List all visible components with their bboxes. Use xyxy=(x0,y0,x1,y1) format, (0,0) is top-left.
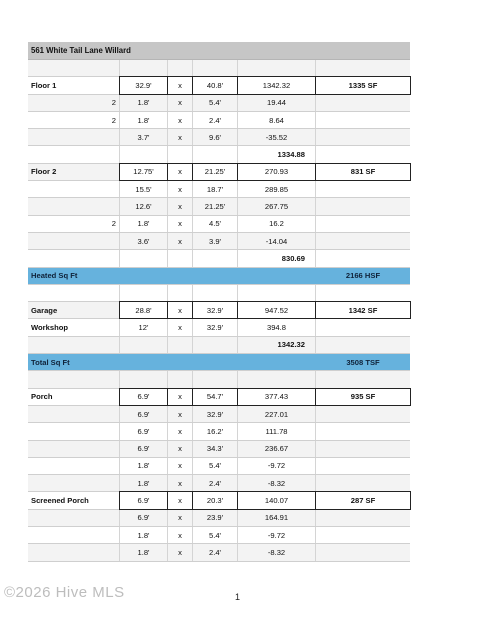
length-value: 9.6' xyxy=(193,129,238,145)
section-label xyxy=(28,389,120,405)
area-value: 19.44 xyxy=(238,95,316,111)
length-value: 5.4' xyxy=(193,527,238,543)
length-value: 32.9' xyxy=(193,319,238,335)
measurement-row xyxy=(28,458,410,475)
times-sign: x xyxy=(168,510,193,526)
total-row xyxy=(28,354,410,371)
length-value: 34.3' xyxy=(193,441,238,457)
empty-cell xyxy=(120,60,168,76)
area-value: 267.75 xyxy=(238,198,316,214)
empty-cell xyxy=(120,146,168,162)
empty-cell xyxy=(120,371,168,387)
width-value: 1.8' xyxy=(120,527,168,543)
area-value: -8.32 xyxy=(238,544,316,560)
multiplier-count: 2 xyxy=(111,98,116,108)
total-row xyxy=(28,268,410,285)
width-value: 6.9' xyxy=(120,441,168,457)
times-sign: x xyxy=(168,458,193,474)
section-sf xyxy=(316,112,410,128)
empty-cell xyxy=(28,285,120,301)
empty-cell xyxy=(168,146,193,162)
empty-cell xyxy=(168,250,193,266)
times-sign: x xyxy=(168,233,193,249)
section-label xyxy=(28,129,120,145)
section-name: Workshop xyxy=(31,323,68,333)
length-value: 32.9' xyxy=(193,406,238,422)
section-label xyxy=(28,302,120,318)
empty-cell xyxy=(120,285,168,301)
measurement-row xyxy=(28,319,410,336)
times-sign: x xyxy=(168,492,193,508)
area-value: 140.07 xyxy=(238,492,316,508)
length-value: 21.25' xyxy=(193,164,238,180)
section-label xyxy=(28,544,120,560)
empty-cell xyxy=(28,337,120,353)
measurement-row xyxy=(28,129,410,146)
times-sign: x xyxy=(168,112,193,128)
area-value: 394.8 xyxy=(238,319,316,335)
times-sign: x xyxy=(168,527,193,543)
times-sign: x xyxy=(168,164,193,180)
length-value: 54.7' xyxy=(193,389,238,405)
section-name: Screened Porch xyxy=(31,496,89,506)
measurement-row xyxy=(28,441,410,458)
length-value: 23.9' xyxy=(193,510,238,526)
area-value: -8.32 xyxy=(238,475,316,491)
width-value: 12.75' xyxy=(120,164,168,180)
section-label xyxy=(28,458,120,474)
subtotal-row xyxy=(28,337,410,354)
blank-row xyxy=(28,285,410,302)
empty-cell xyxy=(193,60,238,76)
empty-cell xyxy=(168,371,193,387)
measurement-row xyxy=(28,510,410,527)
area-value: 236.67 xyxy=(238,441,316,457)
empty-cell xyxy=(316,146,410,162)
empty-cell xyxy=(28,250,120,266)
length-value: 20.3' xyxy=(193,492,238,508)
measurement-row xyxy=(28,423,410,440)
empty-cell xyxy=(316,60,410,76)
empty-cell xyxy=(238,371,316,387)
measurement-row xyxy=(28,181,410,198)
subtotal-row xyxy=(28,146,410,163)
width-value: 1.8' xyxy=(120,216,168,232)
times-sign: x xyxy=(168,77,193,93)
measurement-row xyxy=(28,475,410,492)
measurement-row xyxy=(28,164,410,181)
empty-cell xyxy=(238,60,316,76)
section-label xyxy=(28,406,120,422)
measurement-row xyxy=(28,406,410,423)
width-value: 3.7' xyxy=(120,129,168,145)
times-sign: x xyxy=(168,319,193,335)
total-value: 2166 HSF xyxy=(345,271,381,281)
section-sf xyxy=(316,527,410,543)
section-sf xyxy=(316,441,410,457)
blank-row xyxy=(28,60,410,77)
area-value: 377.43 xyxy=(238,389,316,405)
width-value: 32.9' xyxy=(120,77,168,93)
section-sf xyxy=(316,423,410,439)
times-sign: x xyxy=(168,389,193,405)
area-value: -9.72 xyxy=(238,527,316,543)
length-value: 4.5' xyxy=(193,216,238,232)
length-value: 2.4' xyxy=(193,475,238,491)
section-label xyxy=(28,181,120,197)
empty-cell xyxy=(120,250,168,266)
subtotal-value: 1334.88 xyxy=(238,146,316,162)
times-sign: x xyxy=(168,198,193,214)
area-value: 164.91 xyxy=(238,510,316,526)
section-sf xyxy=(316,458,410,474)
section-sf: 1335 SF xyxy=(316,77,410,93)
section-label xyxy=(28,216,120,232)
width-value: 15.5' xyxy=(120,181,168,197)
times-sign: x xyxy=(168,544,193,560)
length-value: 18.7' xyxy=(193,181,238,197)
section-label xyxy=(28,77,120,93)
width-value: 28.8' xyxy=(120,302,168,318)
subtotal-value: 830.69 xyxy=(238,250,316,266)
subtotal-value: 1342.32 xyxy=(238,337,316,353)
times-sign: x xyxy=(168,423,193,439)
section-sf xyxy=(316,95,410,111)
area-value: 8.64 xyxy=(238,112,316,128)
empty-cell xyxy=(168,60,193,76)
total-value: 3508 TSF xyxy=(346,357,380,367)
measurement-row xyxy=(28,77,410,94)
area-value: 1342.32 xyxy=(238,77,316,93)
section-name: Garage xyxy=(31,305,58,315)
times-sign: x xyxy=(168,302,193,318)
multiplier-count: 2 xyxy=(111,219,116,229)
section-sf xyxy=(316,510,410,526)
empty-cell xyxy=(193,146,238,162)
section-sf xyxy=(316,129,410,145)
length-value: 2.4' xyxy=(193,112,238,128)
empty-cell xyxy=(316,337,410,353)
multiplier-count: 2 xyxy=(111,115,116,125)
width-value: 1.8' xyxy=(120,95,168,111)
times-sign: x xyxy=(168,129,193,145)
measurement-row xyxy=(28,544,410,561)
sheet-title: 561 White Tail Lane Willard xyxy=(31,46,131,55)
mls-watermark: ©2026 Hive MLS xyxy=(4,584,125,601)
times-sign: x xyxy=(168,475,193,491)
section-sf xyxy=(316,319,410,335)
section-sf: 287 SF xyxy=(316,492,410,508)
section-name: Floor 1 xyxy=(31,80,57,90)
empty-cell xyxy=(168,337,193,353)
length-value: 16.2' xyxy=(193,423,238,439)
section-sf xyxy=(316,475,410,491)
width-value: 6.9' xyxy=(120,423,168,439)
section-sf xyxy=(316,233,410,249)
page-footer xyxy=(0,582,480,612)
section-label xyxy=(28,112,120,128)
section-name: Floor 2 xyxy=(31,167,57,177)
times-sign: x xyxy=(168,181,193,197)
section-label xyxy=(28,95,120,111)
length-value: 3.9' xyxy=(193,233,238,249)
section-sf xyxy=(316,216,410,232)
blank-row xyxy=(28,371,410,388)
section-label xyxy=(28,198,120,214)
area-value: 111.78 xyxy=(238,423,316,439)
section-label xyxy=(28,492,120,508)
measurement-row xyxy=(28,302,410,319)
area-value: -35.52 xyxy=(238,129,316,145)
section-sf: 935 SF xyxy=(316,389,410,405)
length-value: 40.8' xyxy=(193,77,238,93)
section-sf xyxy=(316,181,410,197)
times-sign: x xyxy=(168,441,193,457)
width-value: 6.9' xyxy=(120,406,168,422)
length-value: 2.4' xyxy=(193,544,238,560)
section-sf xyxy=(316,198,410,214)
times-sign: x xyxy=(168,406,193,422)
width-value: 12.6' xyxy=(120,198,168,214)
section-label xyxy=(28,441,120,457)
width-value: 1.8' xyxy=(120,475,168,491)
measurement-row xyxy=(28,492,410,509)
section-label xyxy=(28,423,120,439)
section-label xyxy=(28,475,120,491)
width-value: 1.8' xyxy=(120,458,168,474)
empty-cell xyxy=(238,285,316,301)
width-value: 1.8' xyxy=(120,112,168,128)
sheet-title-row xyxy=(28,42,410,60)
section-sf: 1342 SF xyxy=(316,302,410,318)
section-label xyxy=(28,233,120,249)
empty-cell xyxy=(28,60,120,76)
measurement-row xyxy=(28,389,410,406)
total-label: Heated Sq Ft xyxy=(31,271,78,281)
width-value: 1.8' xyxy=(120,544,168,560)
area-value: 289.85 xyxy=(238,181,316,197)
length-value: 5.4' xyxy=(193,95,238,111)
empty-cell xyxy=(316,371,410,387)
times-sign: x xyxy=(168,216,193,232)
length-value: 21.25' xyxy=(193,198,238,214)
width-value: 3.6' xyxy=(120,233,168,249)
area-value: -9.72 xyxy=(238,458,316,474)
empty-cell xyxy=(193,371,238,387)
times-sign: x xyxy=(168,95,193,111)
page-number: 1 xyxy=(235,592,241,602)
section-sf xyxy=(316,406,410,422)
width-value: 6.9' xyxy=(120,492,168,508)
area-value: 227.01 xyxy=(238,406,316,422)
section-sf: 831 SF xyxy=(316,164,410,180)
measurement-row xyxy=(28,112,410,129)
section-label xyxy=(28,164,120,180)
measurement-sheet xyxy=(28,42,410,562)
area-value: -14.04 xyxy=(238,233,316,249)
area-value: 947.52 xyxy=(238,302,316,318)
width-value: 6.9' xyxy=(120,510,168,526)
measurement-row xyxy=(28,233,410,250)
measurement-row xyxy=(28,95,410,112)
empty-cell xyxy=(28,146,120,162)
empty-cell xyxy=(120,337,168,353)
empty-cell xyxy=(193,337,238,353)
subtotal-row xyxy=(28,250,410,267)
length-value: 5.4' xyxy=(193,458,238,474)
section-label xyxy=(28,319,120,335)
empty-cell xyxy=(28,371,120,387)
empty-cell xyxy=(316,250,410,266)
width-value: 12' xyxy=(120,319,168,335)
section-sf xyxy=(316,544,410,560)
empty-cell xyxy=(193,250,238,266)
section-label xyxy=(28,510,120,526)
measurement-row xyxy=(28,198,410,215)
length-value: 32.9' xyxy=(193,302,238,318)
empty-cell xyxy=(193,285,238,301)
section-label xyxy=(28,527,120,543)
empty-cell xyxy=(168,285,193,301)
area-value: 270.93 xyxy=(238,164,316,180)
sheet-rows xyxy=(28,60,410,562)
empty-cell xyxy=(316,285,410,301)
section-name: Porch xyxy=(31,392,53,402)
total-label: Total Sq Ft xyxy=(31,357,70,367)
area-value: 16.2 xyxy=(238,216,316,232)
width-value: 6.9' xyxy=(120,389,168,405)
measurement-row xyxy=(28,216,410,233)
measurement-row xyxy=(28,527,410,544)
